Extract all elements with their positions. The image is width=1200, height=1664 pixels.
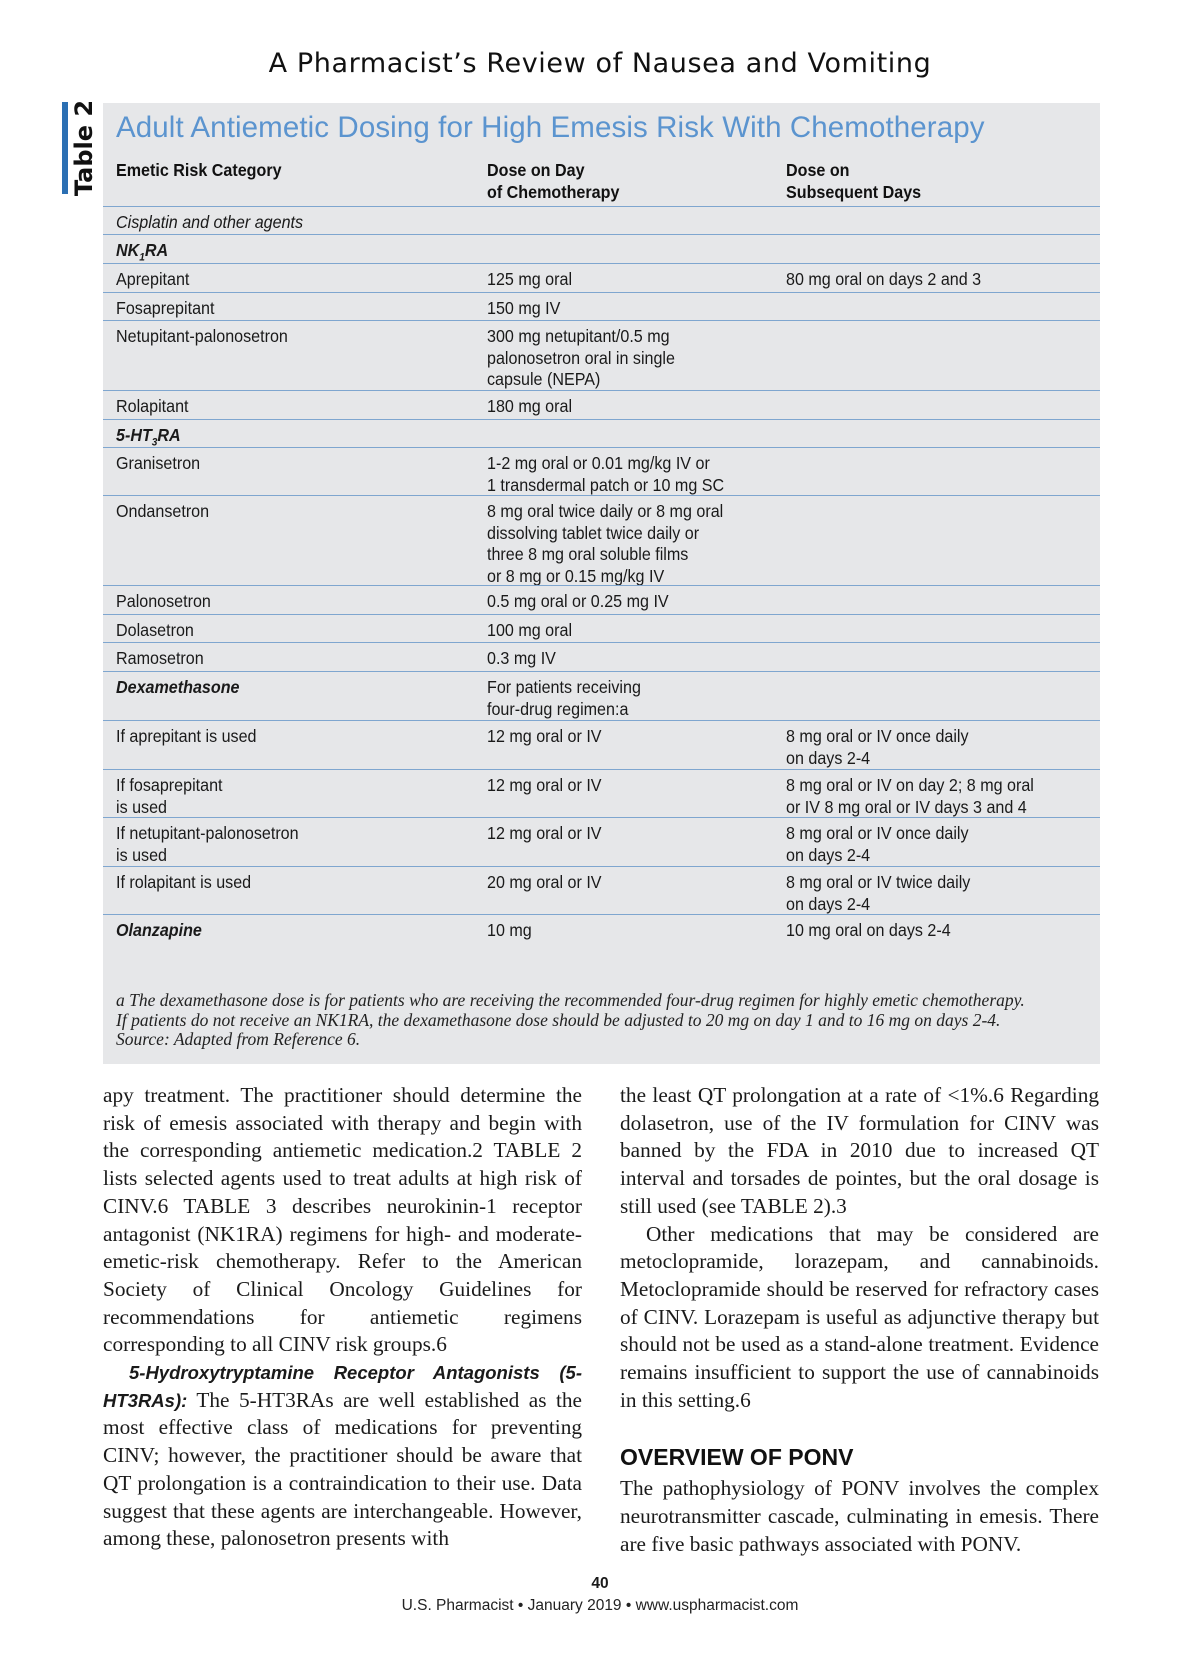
table-tab-label: Table 2 — [70, 99, 98, 197]
dose-subsequent-days: 8 mg oral or IV twice daily on days 2-4 — [786, 872, 971, 914]
header-dose-subsequent-days: Dose on Subsequent Days — [786, 160, 922, 202]
dose-day-of-chemo: 20 mg oral or IV — [487, 872, 602, 892]
header-emetic-risk-category: Emetic Risk Category — [116, 160, 282, 180]
category-label: Cisplatin and other agents — [116, 212, 304, 232]
dose-subsequent-days: 8 mg oral or IV on day 2; 8 mg oral or IV 8 mg oral or IV days 3 and 4 — [786, 775, 1034, 817]
dose-day-of-chemo: For patients receiving four-drug regimen:a — [487, 677, 641, 719]
agent-name: Ramosetron — [116, 648, 204, 668]
dose-day-of-chemo: 10 mg — [487, 920, 532, 940]
body-column-right — [620, 1082, 1099, 1558]
agent-name: If netupitant-palonosetron is used — [116, 823, 299, 865]
paragraph-text: The 5-HT3RAs are well established as the most effective class of medications for preventing CINV; however, the practitioner should be aware that QT prolongation is a contraindication to their use. Data suggest that these agents are interchangeable. However, among these, palonosetron presents with — [103, 1387, 582, 1551]
table-title: Adult Antiemetic Dosing for High Emesis Risk With Chemotherapy — [116, 111, 985, 144]
table-row-if-aprepitant — [103, 720, 1100, 770]
table-row-if-netupitant — [103, 817, 1100, 867]
dose-day-of-chemo: 300 mg netupitant/0.5 mg palonosetron oral in single capsule (NEPA) — [487, 326, 675, 389]
dose-day-of-chemo: 150 mg IV — [487, 298, 561, 318]
table-row-if-fosaprepitant — [103, 769, 1100, 818]
dose-day-of-chemo: 12 mg oral or IV — [487, 823, 602, 843]
publication-footer: U.S. Pharmacist • January 2019 • www.uspharmacist.com — [401, 1597, 799, 1614]
header-dose-day-of-chemo: Dose on Day of Chemotherapy — [487, 160, 620, 202]
class-label-nk1ra: $NK_1RA$ — [116, 240, 169, 264]
dose-day-of-chemo: 100 mg oral — [487, 620, 573, 640]
agent-name: Aprepitant — [116, 269, 190, 289]
dose-day-of-chemo: 0.5 mg oral or 0.25 mg IV — [487, 591, 669, 611]
dose-day-of-chemo: 180 mg oral — [487, 396, 573, 416]
agent-name: Palonosetron — [116, 591, 211, 611]
dosing-table — [103, 103, 1100, 1064]
table-row-palonosetron — [103, 585, 1100, 615]
dose-subsequent-days: 80 mg oral on days 2 and 3 — [786, 269, 982, 289]
table-tab — [67, 99, 101, 197]
table-row-granisetron — [103, 447, 1100, 496]
table-row-rolapitant — [103, 390, 1100, 420]
dose-day-of-chemo: 0.3 mg IV — [487, 648, 556, 668]
agent-name: Netupitant-palonosetron — [116, 326, 288, 346]
table-row-ondansetron — [103, 495, 1100, 586]
body-paragraph — [103, 1359, 582, 1553]
dose-subsequent-days: 8 mg oral or IV once daily on days 2-4 — [786, 726, 969, 768]
agent-name: If fosaprepitant is used — [116, 775, 223, 817]
table-row-aprepitant — [103, 263, 1100, 293]
subsection-heading: 5-Hydroxytryptamine Receptor Antagonists (5-HT3RAs): — [103, 1362, 582, 1411]
agent-name: Granisetron — [116, 453, 201, 473]
table-row-olanzapine — [103, 914, 1100, 944]
class-label-5ht3ra: $5-HT_3RA$ — [116, 425, 181, 449]
body-paragraph: the least QT prolongation at a rate of <1%.6 Regarding dolasetron, use of the IV formulation for CINV was banned by the FDA in 2010 due to increased QT interval and torsades de pointes, but the oral dosage is still used (see TABLE 2).3 — [620, 1083, 1099, 1218]
table-row-dolasetron — [103, 614, 1100, 643]
table-row-ramosetron — [103, 642, 1100, 672]
page-number: 40 — [591, 1575, 609, 1592]
table-row-fosaprepitant — [103, 292, 1100, 321]
agent-name: If rolapitant is used — [116, 872, 252, 892]
table-footnote: a The dexamethasone dose is for patients who are receiving the recommended four-drug regimen for highly emetic chemotherapy. If patients do not receive an NK1RA, the dexamethasone dose should be adjusted to 20 mg on day 1 and to 16 mg on days 2-4. Source: Adapted from Reference 6. — [116, 990, 1025, 1049]
section-heading: OVERVIEW OF PONV — [620, 1444, 854, 1471]
agent-name: Olanzapine — [116, 920, 202, 940]
table-row-nk1ra — [103, 234, 1100, 264]
dose-day-of-chemo: 8 mg oral twice daily or 8 mg oral dissolving tablet twice daily or three 8 mg oral soluble films or 8 mg or 0.15 mg/kg IV — [487, 501, 724, 586]
table-row-dexamethasone — [103, 671, 1100, 721]
agent-name: Dexamethasone — [116, 677, 240, 697]
table-row-5ht3ra — [103, 419, 1100, 448]
agent-name: Dolasetron — [116, 620, 194, 640]
dose-day-of-chemo: 12 mg oral or IV — [487, 726, 602, 746]
dose-subsequent-days: 8 mg oral or IV once daily on days 2-4 — [786, 823, 969, 865]
agent-name: Fosaprepitant — [116, 298, 215, 318]
agent-name: If aprepitant is used — [116, 726, 257, 746]
dose-subsequent-days: 10 mg oral on days 2-4 — [786, 920, 951, 940]
body-paragraph: apy treatment. The practitioner should determine the risk of emesis associated with therapy and begin with the corresponding antiemetic medication.2 TABLE 2 lists selected agents used to treat adults at high risk of CINV.6 TABLE 3 describes neurokinin-1 receptor antagonist (NK1RA) regimens for high- and moderate-emetic-risk chemotherapy. Refer to the American Society of Clinical Oncology Guidelines for recommendations for antiemetic regimens corresponding to all CINV risk groups.6 — [103, 1083, 582, 1357]
body-paragraph: Other medications that may be considered are metoclopramide, lorazepam, and cannabinoids. Metoclopramide should be reserved for refractory cases of CINV. Lorazepam is useful as adjunctive therapy but should not be used as a stand-alone treatment. Evidence remains insufficient to support the use of cannabinoids in this setting.6 — [620, 1221, 1099, 1412]
dose-day-of-chemo: 125 mg oral — [487, 269, 573, 289]
table-row-if-rolapitant — [103, 866, 1100, 915]
table-row-cisplatin — [103, 206, 1100, 235]
body-paragraph: The pathophysiology of PONV involves the complex neurotransmitter cascade, culminating in emesis. There are five basic pathways associated with PONV. — [620, 1476, 1099, 1556]
running-head: A Pharmacist’s Review of Nausea and Vomiting — [268, 48, 932, 79]
agent-name: Rolapitant — [116, 396, 189, 416]
body-column-left — [103, 1082, 582, 1553]
table-row-netupitant-palonosetron — [103, 320, 1100, 391]
agent-name: Ondansetron — [116, 501, 210, 521]
dose-day-of-chemo: 12 mg oral or IV — [487, 775, 602, 795]
dose-day-of-chemo: 1-2 mg oral or 0.01 mg/kg IV or 1 transdermal patch or 10 mg SC — [487, 453, 725, 495]
